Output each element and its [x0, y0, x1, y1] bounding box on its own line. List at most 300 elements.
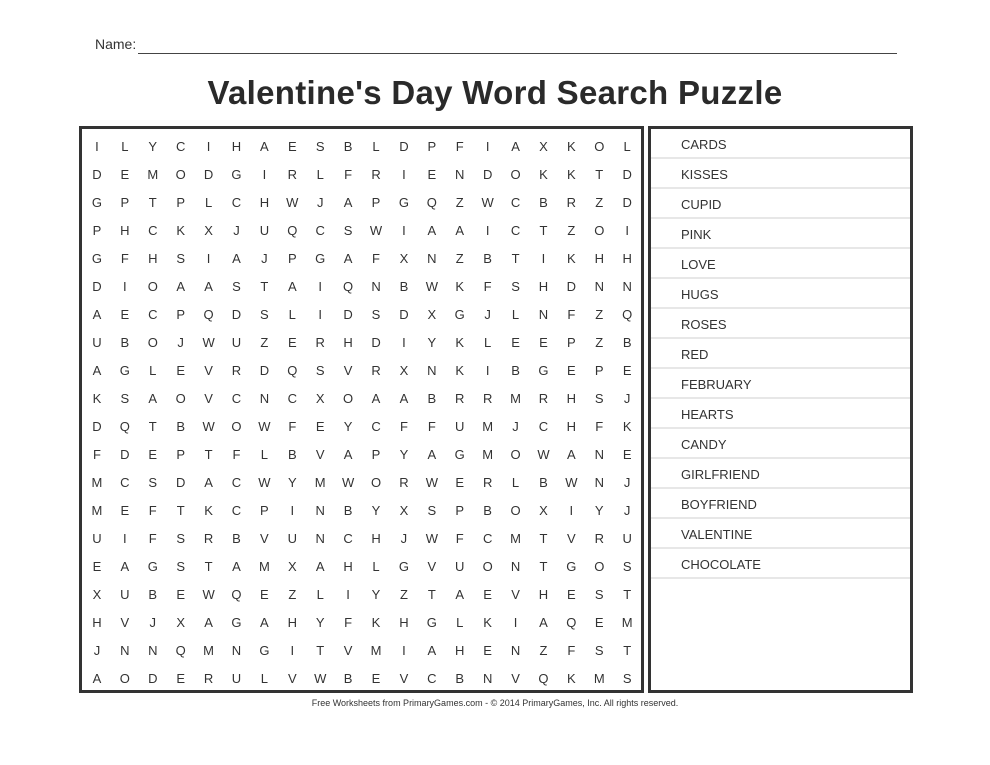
grid-letter[interactable]: F: [288, 418, 297, 434]
grid-letter[interactable]: I: [402, 222, 406, 238]
grid-letter[interactable]: L: [316, 587, 324, 603]
grid-letter[interactable]: T: [148, 418, 157, 434]
grid-letter[interactable]: N: [594, 475, 604, 491]
grid-letter[interactable]: A: [511, 138, 520, 154]
grid-letter[interactable]: F: [483, 278, 492, 294]
grid-letter[interactable]: K: [455, 334, 465, 350]
name-line[interactable]: [138, 53, 897, 54]
grid-letter[interactable]: E: [567, 587, 576, 603]
grid-letter[interactable]: V: [567, 531, 576, 547]
grid-letter[interactable]: B: [455, 671, 465, 687]
grid-letter[interactable]: A: [343, 447, 353, 463]
grid-letter[interactable]: E: [148, 447, 158, 463]
grid-letter[interactable]: I: [569, 503, 574, 519]
grid-letter[interactable]: X: [92, 587, 102, 603]
grid-letter[interactable]: J: [400, 531, 408, 547]
grid-letter[interactable]: A: [204, 278, 213, 294]
grid-letter[interactable]: A: [427, 447, 437, 463]
grid-letter[interactable]: S: [176, 559, 185, 575]
grid-letter[interactable]: S: [120, 390, 130, 406]
grid-letter[interactable]: E: [594, 615, 604, 631]
grid-letter[interactable]: Q: [426, 194, 437, 210]
grid-letter[interactable]: E: [92, 559, 102, 575]
grid-letter[interactable]: A: [120, 559, 130, 575]
grid-letter[interactable]: H: [287, 615, 297, 631]
grid-letter[interactable]: M: [593, 671, 605, 687]
grid-letter[interactable]: J: [93, 643, 101, 659]
grid-letter[interactable]: U: [92, 334, 102, 350]
grid-letter[interactable]: G: [454, 306, 465, 322]
grid-letter[interactable]: T: [316, 643, 325, 659]
grid-letter[interactable]: P: [371, 447, 381, 463]
grid-letter[interactable]: Z: [595, 306, 604, 322]
grid-letter[interactable]: E: [176, 362, 185, 378]
grid-letter[interactable]: L: [372, 559, 380, 575]
grid-letter[interactable]: J: [316, 194, 324, 210]
grid-letter[interactable]: H: [594, 250, 604, 266]
grid-letter[interactable]: F: [455, 138, 464, 154]
grid-letter[interactable]: A: [287, 278, 297, 294]
grid-letter[interactable]: N: [510, 559, 521, 575]
grid-letter[interactable]: T: [539, 559, 548, 575]
grid-letter[interactable]: K: [455, 362, 465, 378]
grid-letter[interactable]: M: [370, 643, 382, 659]
grid-letter[interactable]: O: [594, 222, 605, 238]
grid-letter[interactable]: R: [538, 390, 549, 406]
grid-letter[interactable]: L: [149, 362, 157, 378]
grid-letter[interactable]: W: [258, 418, 271, 434]
grid-letter[interactable]: E: [483, 643, 492, 659]
grid-letter[interactable]: G: [398, 559, 409, 575]
grid-letter[interactable]: G: [538, 362, 549, 378]
grid-letter[interactable]: A: [315, 559, 325, 575]
grid-letter[interactable]: R: [371, 166, 381, 182]
grid-letter[interactable]: G: [566, 559, 577, 575]
grid-letter[interactable]: I: [206, 138, 211, 154]
grid-letter[interactable]: Z: [455, 194, 464, 210]
grid-letter[interactable]: A: [92, 362, 102, 378]
grid-letter[interactable]: Q: [287, 362, 298, 378]
grid-letter[interactable]: J: [149, 615, 157, 631]
grid-letter[interactable]: J: [233, 222, 240, 238]
grid-letter[interactable]: N: [371, 278, 381, 294]
grid-letter[interactable]: I: [485, 362, 490, 378]
grid-letter[interactable]: X: [427, 306, 437, 322]
grid-letter[interactable]: H: [622, 250, 632, 266]
grid-letter[interactable]: O: [343, 390, 354, 406]
grid-letter[interactable]: V: [204, 362, 213, 378]
grid-letter[interactable]: I: [402, 166, 406, 182]
grid-letter[interactable]: J: [623, 390, 631, 406]
grid-letter[interactable]: H: [343, 334, 353, 350]
grid-letter[interactable]: P: [260, 503, 269, 519]
grid-letter[interactable]: G: [454, 447, 465, 463]
grid-letter[interactable]: N: [455, 166, 465, 182]
grid-letter[interactable]: A: [148, 390, 158, 406]
grid-letter[interactable]: D: [203, 166, 214, 182]
grid-letter[interactable]: W: [258, 475, 271, 491]
grid-letter[interactable]: C: [427, 671, 437, 687]
grid-letter[interactable]: U: [287, 531, 297, 547]
grid-letter[interactable]: K: [567, 250, 576, 266]
grid-letter[interactable]: I: [290, 503, 295, 519]
grid-letter[interactable]: Y: [148, 138, 158, 154]
grid-letter[interactable]: N: [622, 278, 632, 294]
grid-letter[interactable]: B: [287, 447, 297, 463]
grid-letter[interactable]: O: [510, 503, 521, 519]
grid-letter[interactable]: S: [343, 222, 353, 238]
grid-letter[interactable]: A: [204, 615, 213, 631]
grid-letter[interactable]: O: [147, 278, 158, 294]
grid-letter[interactable]: L: [316, 166, 324, 182]
grid-letter[interactable]: S: [315, 362, 325, 378]
grid-letter[interactable]: N: [148, 643, 158, 659]
grid-letter[interactable]: B: [483, 503, 492, 519]
grid-letter[interactable]: M: [147, 166, 159, 182]
grid-letter[interactable]: B: [120, 334, 130, 350]
grid-letter[interactable]: U: [259, 222, 270, 238]
grid-letter[interactable]: I: [290, 643, 295, 659]
grid-letter[interactable]: Q: [231, 587, 242, 603]
grid-letter[interactable]: M: [91, 503, 103, 519]
grid-letter[interactable]: D: [399, 138, 409, 154]
grid-letter[interactable]: B: [399, 278, 409, 294]
grid-letter[interactable]: V: [260, 531, 269, 547]
grid-letter[interactable]: G: [398, 194, 409, 210]
grid-letter[interactable]: R: [399, 475, 409, 491]
grid-letter[interactable]: D: [175, 475, 186, 491]
grid-letter[interactable]: S: [622, 559, 632, 575]
grid-letter[interactable]: H: [399, 615, 409, 631]
grid-letter[interactable]: B: [483, 250, 492, 266]
grid-letter[interactable]: C: [482, 531, 493, 547]
grid-letter[interactable]: K: [567, 138, 576, 154]
grid-letter[interactable]: X: [287, 559, 297, 575]
grid-letter[interactable]: X: [539, 503, 548, 519]
grid-letter[interactable]: S: [315, 138, 325, 154]
grid-letter[interactable]: G: [147, 559, 158, 575]
grid-letter[interactable]: S: [176, 531, 185, 547]
grid-letter[interactable]: Z: [567, 222, 576, 238]
grid-letter[interactable]: W: [202, 587, 215, 603]
grid-letter[interactable]: Z: [539, 643, 548, 659]
grid-letter[interactable]: N: [510, 643, 521, 659]
grid-letter[interactable]: W: [565, 475, 578, 491]
grid-letter[interactable]: J: [623, 503, 631, 519]
grid-letter[interactable]: P: [120, 194, 130, 210]
grid-letter[interactable]: E: [287, 334, 297, 350]
grid-letter[interactable]: P: [427, 138, 437, 154]
grid-letter[interactable]: M: [203, 643, 214, 659]
grid-letter[interactable]: E: [427, 166, 437, 182]
grid-letter[interactable]: R: [203, 531, 214, 547]
grid-letter[interactable]: E: [287, 138, 297, 154]
grid-letter[interactable]: B: [176, 418, 185, 434]
grid-letter[interactable]: D: [622, 166, 632, 182]
grid-letter[interactable]: U: [231, 671, 242, 687]
grid-letter[interactable]: F: [344, 615, 353, 631]
grid-letter[interactable]: P: [176, 306, 185, 322]
grid-letter[interactable]: L: [288, 306, 296, 322]
grid-letter[interactable]: M: [621, 615, 633, 631]
grid-letter[interactable]: O: [119, 671, 130, 687]
grid-letter[interactable]: F: [344, 166, 353, 182]
grid-letter[interactable]: N: [427, 362, 437, 378]
grid-letter[interactable]: E: [176, 587, 185, 603]
grid-letter[interactable]: T: [260, 278, 269, 294]
grid-letter[interactable]: M: [510, 390, 521, 406]
grid-letter[interactable]: D: [399, 306, 409, 322]
grid-letter[interactable]: O: [482, 559, 493, 575]
grid-letter[interactable]: N: [315, 503, 325, 519]
grid-letter[interactable]: R: [566, 194, 577, 210]
grid-letter[interactable]: E: [176, 671, 185, 687]
grid-letter[interactable]: D: [231, 306, 242, 322]
grid-letter[interactable]: H: [566, 418, 577, 434]
grid-letter[interactable]: N: [231, 643, 242, 659]
grid-letter[interactable]: D: [92, 418, 102, 434]
grid-letter[interactable]: K: [176, 222, 185, 238]
grid-letter[interactable]: B: [622, 334, 632, 350]
grid-letter[interactable]: F: [92, 447, 101, 463]
grid-letter[interactable]: K: [371, 615, 381, 631]
grid-letter[interactable]: I: [262, 166, 267, 182]
grid-letter[interactable]: O: [510, 166, 521, 182]
grid-letter[interactable]: I: [123, 531, 127, 547]
grid-letter[interactable]: H: [371, 531, 381, 547]
grid-letter[interactable]: W: [341, 475, 355, 491]
grid-letter[interactable]: S: [371, 306, 381, 322]
grid-letter[interactable]: S: [148, 475, 158, 491]
grid-letter[interactable]: A: [176, 278, 185, 294]
grid-letter[interactable]: I: [95, 138, 99, 154]
grid-letter[interactable]: N: [315, 531, 325, 547]
grid-letter[interactable]: L: [623, 138, 631, 154]
grid-letter[interactable]: O: [510, 447, 521, 463]
grid-letter[interactable]: C: [175, 138, 186, 154]
grid-letter[interactable]: I: [123, 278, 127, 294]
grid-letter[interactable]: H: [538, 278, 549, 294]
grid-letter[interactable]: Z: [595, 194, 604, 210]
grid-letter[interactable]: W: [537, 447, 550, 463]
grid-letter[interactable]: U: [92, 531, 102, 547]
grid-letter[interactable]: V: [427, 559, 437, 575]
grid-letter[interactable]: Y: [287, 475, 297, 491]
grid-letter[interactable]: L: [260, 671, 268, 687]
grid-letter[interactable]: U: [622, 531, 632, 547]
grid-letter[interactable]: I: [402, 334, 406, 350]
grid-letter[interactable]: W: [202, 418, 215, 434]
grid-letter[interactable]: B: [343, 503, 353, 519]
grid-letter[interactable]: G: [426, 615, 437, 631]
grid-letter[interactable]: P: [455, 503, 465, 519]
grid-letter[interactable]: C: [538, 418, 549, 434]
grid-letter[interactable]: K: [455, 278, 465, 294]
grid-letter[interactable]: Y: [343, 418, 353, 434]
grid-letter[interactable]: D: [259, 362, 270, 378]
grid-letter[interactable]: C: [371, 418, 381, 434]
grid-letter[interactable]: D: [120, 447, 130, 463]
grid-letter[interactable]: R: [455, 390, 465, 406]
grid-letter[interactable]: W: [202, 334, 215, 350]
grid-letter[interactable]: F: [372, 250, 380, 266]
grid-letter[interactable]: X: [399, 503, 409, 519]
grid-letter[interactable]: H: [148, 250, 158, 266]
grid-letter[interactable]: R: [287, 166, 297, 182]
grid-letter[interactable]: H: [120, 222, 130, 238]
grid-letter[interactable]: K: [92, 390, 102, 406]
grid-letter[interactable]: I: [206, 250, 211, 266]
grid-letter[interactable]: K: [204, 503, 213, 519]
grid-letter[interactable]: F: [148, 531, 157, 547]
grid-letter[interactable]: I: [541, 250, 546, 266]
grid-letter[interactable]: G: [231, 166, 242, 182]
grid-letter[interactable]: F: [567, 643, 576, 659]
grid-letter[interactable]: E: [539, 334, 548, 350]
grid-letter[interactable]: Y: [315, 615, 325, 631]
grid-letter[interactable]: A: [567, 447, 576, 463]
grid-letter[interactable]: S: [594, 390, 604, 406]
grid-letter[interactable]: Y: [427, 334, 437, 350]
grid-letter[interactable]: A: [539, 615, 548, 631]
grid-letter[interactable]: O: [147, 334, 158, 350]
grid-letter[interactable]: M: [258, 559, 270, 575]
grid-letter[interactable]: I: [513, 615, 518, 631]
grid-letter[interactable]: J: [261, 250, 268, 266]
grid-letter[interactable]: M: [482, 447, 494, 463]
grid-letter[interactable]: B: [539, 194, 548, 210]
grid-letter[interactable]: F: [120, 250, 129, 266]
grid-letter[interactable]: G: [91, 250, 103, 266]
grid-letter[interactable]: Y: [399, 447, 409, 463]
grid-letter[interactable]: V: [343, 362, 353, 378]
grid-letter[interactable]: O: [231, 418, 242, 434]
grid-letter[interactable]: H: [455, 643, 465, 659]
grid-letter[interactable]: B: [539, 475, 548, 491]
grid-letter[interactable]: Z: [260, 334, 269, 350]
grid-letter[interactable]: H: [538, 587, 549, 603]
grid-letter[interactable]: T: [204, 447, 213, 463]
grid-letter[interactable]: E: [315, 418, 325, 434]
grid-letter[interactable]: L: [372, 138, 380, 154]
grid-letter[interactable]: W: [425, 531, 438, 547]
name-field[interactable]: [95, 36, 897, 52]
grid-letter[interactable]: E: [622, 362, 632, 378]
grid-letter[interactable]: S: [427, 503, 437, 519]
grid-letter[interactable]: E: [455, 475, 465, 491]
grid-letter[interactable]: J: [484, 306, 491, 322]
grid-letter[interactable]: S: [176, 250, 185, 266]
grid-letter[interactable]: T: [623, 587, 632, 603]
grid-letter[interactable]: L: [260, 447, 268, 463]
grid-letter[interactable]: D: [482, 166, 493, 182]
grid-letter[interactable]: C: [120, 475, 130, 491]
grid-letter[interactable]: E: [120, 306, 130, 322]
grid-letter[interactable]: D: [148, 671, 158, 687]
grid-letter[interactable]: M: [314, 475, 326, 491]
grid-letter[interactable]: T: [539, 531, 548, 547]
grid-letter[interactable]: T: [511, 250, 520, 266]
grid-letter[interactable]: G: [315, 250, 326, 266]
grid-letter[interactable]: I: [318, 278, 323, 294]
grid-letter[interactable]: C: [231, 503, 242, 519]
grid-letter[interactable]: Q: [203, 306, 214, 322]
grid-letter[interactable]: E: [511, 334, 520, 350]
grid-letter[interactable]: T: [427, 587, 436, 603]
grid-letter[interactable]: K: [567, 671, 576, 687]
grid-letter[interactable]: F: [232, 447, 241, 463]
grid-letter[interactable]: V: [120, 615, 130, 631]
grid-letter[interactable]: T: [539, 222, 548, 238]
grid-letter[interactable]: X: [315, 390, 325, 406]
grid-letter[interactable]: P: [176, 447, 185, 463]
grid-letter[interactable]: C: [343, 531, 353, 547]
grid-letter[interactable]: M: [482, 418, 494, 434]
grid-letter[interactable]: X: [539, 138, 548, 154]
grid-letter[interactable]: K: [539, 166, 548, 182]
grid-letter[interactable]: I: [485, 138, 490, 154]
grid-letter[interactable]: A: [427, 222, 437, 238]
grid-letter[interactable]: U: [455, 418, 465, 434]
grid-letter[interactable]: V: [343, 643, 353, 659]
grid-letter[interactable]: Q: [287, 222, 298, 238]
grid-letter[interactable]: K: [567, 166, 576, 182]
grid-letter[interactable]: D: [622, 194, 632, 210]
grid-letter[interactable]: E: [260, 587, 269, 603]
grid-letter[interactable]: V: [511, 587, 520, 603]
grid-letter[interactable]: B: [343, 671, 353, 687]
grid-letter[interactable]: A: [232, 559, 241, 575]
grid-letter[interactable]: C: [510, 222, 521, 238]
grid-letter[interactable]: X: [399, 250, 409, 266]
grid-letter[interactable]: N: [482, 671, 493, 687]
grid-letter[interactable]: S: [232, 278, 241, 294]
grid-letter[interactable]: O: [594, 559, 605, 575]
grid-letter[interactable]: T: [204, 559, 213, 575]
grid-letter[interactable]: E: [483, 587, 492, 603]
grid-letter[interactable]: R: [482, 475, 493, 491]
grid-letter[interactable]: I: [625, 222, 629, 238]
grid-letter[interactable]: E: [567, 362, 576, 378]
grid-letter[interactable]: T: [176, 503, 185, 519]
grid-letter[interactable]: T: [623, 643, 632, 659]
grid-letter[interactable]: U: [120, 587, 130, 603]
grid-letter[interactable]: O: [594, 138, 605, 154]
grid-letter[interactable]: D: [92, 278, 102, 294]
grid-letter[interactable]: R: [594, 531, 604, 547]
grid-letter[interactable]: R: [231, 362, 242, 378]
grid-letter[interactable]: F: [148, 503, 157, 519]
grid-letter[interactable]: H: [92, 615, 102, 631]
grid-letter[interactable]: H: [566, 390, 577, 406]
grid-letter[interactable]: A: [260, 138, 269, 154]
grid-letter[interactable]: A: [260, 615, 269, 631]
grid-letter[interactable]: B: [232, 531, 241, 547]
grid-letter[interactable]: C: [315, 222, 325, 238]
grid-letter[interactable]: S: [260, 306, 269, 322]
grid-letter[interactable]: A: [455, 222, 465, 238]
grid-letter[interactable]: N: [120, 643, 130, 659]
grid-letter[interactable]: A: [399, 390, 409, 406]
grid-letter[interactable]: A: [371, 390, 381, 406]
grid-letter[interactable]: C: [287, 390, 297, 406]
grid-letter[interactable]: P: [287, 250, 297, 266]
grid-letter[interactable]: Z: [595, 334, 604, 350]
grid-letter[interactable]: V: [511, 671, 520, 687]
grid-letter[interactable]: P: [567, 334, 576, 350]
grid-letter[interactable]: W: [425, 475, 438, 491]
grid-letter[interactable]: D: [566, 278, 577, 294]
